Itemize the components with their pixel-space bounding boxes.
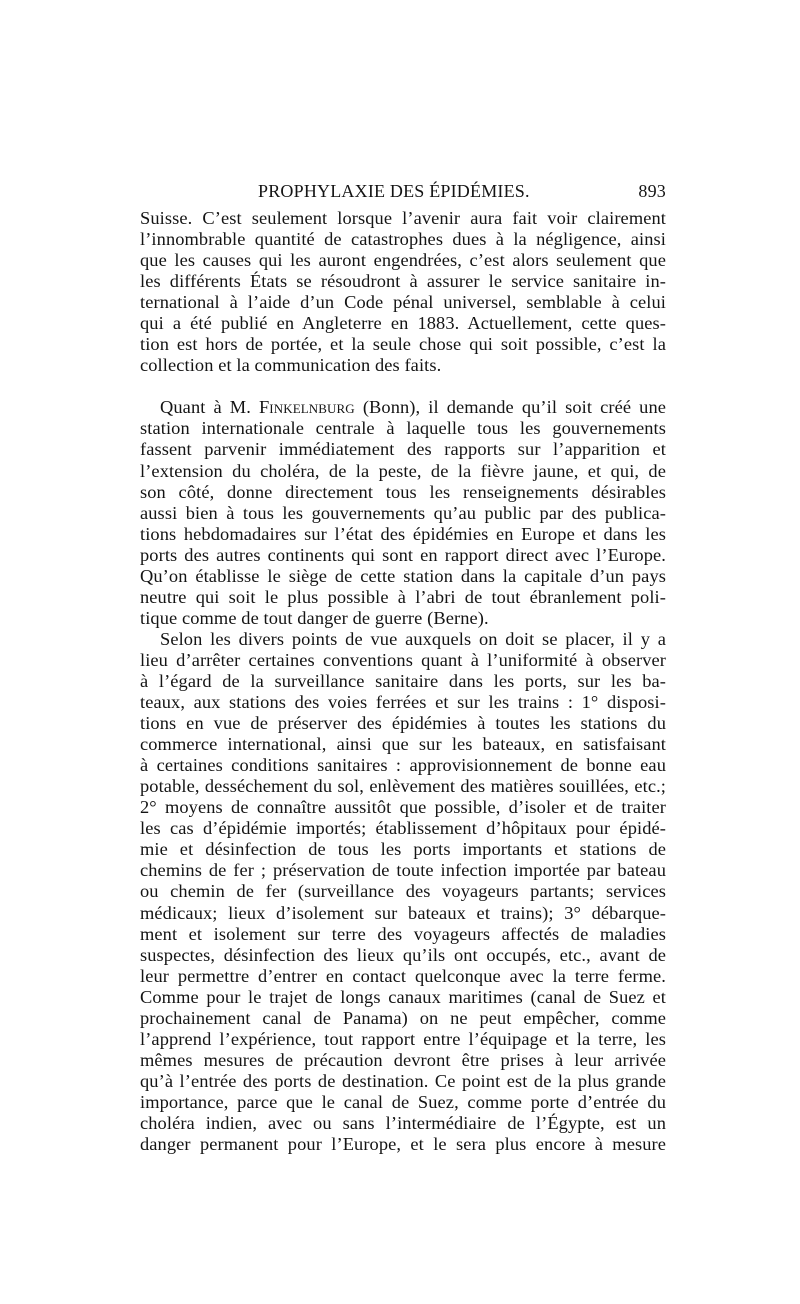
text-line: tions en vue de préserver des épidémies à toutes les stations du [140, 713, 666, 734]
text-line: suspectes, désinfection des lieux qu’ils ont occupés, etc., avant de [140, 944, 666, 965]
text-line: son côté, donne directement tous les renseignements désirables [140, 481, 666, 502]
text-line: danger permanent pour l’Europe, et le sera plus encore à mesure [140, 1134, 666, 1155]
text-line: teaux, aux stations des voies ferrées et sur les trains : 1° disposi- [140, 692, 666, 713]
text-line: choléra indien, avec ou sans l’intermédiaire de l’Égypte, est un [140, 1112, 666, 1133]
text-line: les différents États se résoudront à assurer le service sanitaire in- [140, 271, 666, 292]
text-line: à l’égard de la surveillance sanitaire dans les ports, sur les ba- [140, 670, 666, 691]
text-line: importance, parce que le canal de Suez, comme porte d’entrée du [140, 1091, 666, 1112]
text-line: ment et isolement sur terre des voyageurs affectés de maladies [140, 923, 666, 944]
text-line: ou chemin de fer (surveillance des voyageurs partants; services [140, 881, 666, 902]
text-line: à certaines conditions sanitaires : approvisionnement de bonne eau [140, 755, 666, 776]
text-line: fassent parvenir immédiatement des rapports sur l’apparition et [140, 439, 666, 460]
running-title: PROPHYLAXIE DES ÉPIDÉMIES. [258, 181, 530, 201]
text-line: leur permettre d’entrer en contact quelconque avec la terre ferme. [140, 965, 666, 986]
text-line: potable, desséchement du sol, enlèvement des matières souillées, etc.; [140, 776, 666, 797]
text-line: tion est hors de portée, et la seule chose qui soit possible, c’est la [140, 334, 666, 355]
paragraph-3 [140, 629, 666, 1155]
text-line: mêmes mesures de précaution devront être prises à leur arrivée [140, 1049, 666, 1070]
body-text [140, 208, 666, 1155]
text-line: station internationale centrale à laquelle tous les gouvernements [140, 418, 666, 439]
text-line: tique comme de tout danger de guerre (Berne). [140, 607, 489, 628]
text-line: commerce international, ainsi que sur les bateaux, en satisfaisant [140, 734, 666, 755]
text-line: l’innombrable quantité de catastrophes dues à la négligence, ainsi [140, 229, 666, 250]
text-line: que les causes qui les auront engendrées, c’est alors seulement que [140, 250, 666, 271]
text-line: aussi bien à tous les gouvernements qu’au public par des publica- [140, 502, 666, 523]
text-segment: (Bonn), il demande qu’il soit créé une [354, 397, 666, 418]
paragraph-1 [140, 208, 666, 376]
running-header [140, 181, 666, 205]
text-line: prochainement canal de Panama) on ne peut empêcher, comme [140, 1007, 666, 1028]
paragraph-gap [140, 376, 666, 397]
text-line: l’apprend l’expérience, tout rapport entre l’équipage et la terre, les [140, 1028, 666, 1049]
text-line: Suisse. C’est seulement lorsque l’avenir aura fait voir clairement [140, 208, 666, 228]
text-line [140, 397, 666, 418]
paragraph-2 [140, 397, 666, 629]
text-line: ports des autres continents qui sont en rapport direct avec l’Europe. [140, 544, 666, 565]
text-line: Qu’on établisse le siège de cette station dans la capitale d’un pays [140, 565, 666, 586]
text-line: tions hebdomadaires sur l’état des épidémies en Europe et dans les [140, 523, 666, 544]
text-line: neutre qui soit le plus possible à l’abri de tout ébranlement poli- [140, 586, 666, 607]
text-line: lieu d’arrêter certaines conventions quant à l’uniformité à observer [140, 649, 666, 670]
author-name: Finkelnburg [258, 397, 355, 418]
text-line: l’extension du choléra, de la peste, de la fièvre jaune, et qui, de [140, 460, 666, 481]
text-line: Selon les divers points de vue auxquels on doit se placer, il y a [160, 628, 666, 649]
text-line: collection et la communication des faits. [140, 355, 442, 376]
text-line: les cas d’épidémie importés; établissement d’hôpitaux pour épidé- [140, 818, 666, 839]
text-line: Comme pour le trajet de longs canaux maritimes (canal de Suez et [140, 986, 666, 1007]
page-number: 893 [638, 181, 666, 201]
text-line: qui a été publié en Angleterre en 1883. Actuellement, cette ques- [140, 313, 666, 334]
text-segment: Quant à M. [160, 397, 259, 418]
text-line: ternational à l’aide d’un Code pénal universel, semblable à celui [140, 292, 666, 313]
text-line: mie et désinfection de tous les ports importants et stations de [140, 839, 666, 860]
text-line: qu’à l’entrée des ports de destination. Ce point est de la plus grande [140, 1070, 666, 1091]
text-line: 2° moyens de connaître aussitôt que possible, d’isoler et de traiter [140, 797, 666, 818]
text-line: chemins de fer ; préservation de toute infection importée par bateau [140, 860, 666, 881]
text-line: médicaux; lieux d’isolement sur bateaux et trains); 3° débarque- [140, 902, 666, 923]
